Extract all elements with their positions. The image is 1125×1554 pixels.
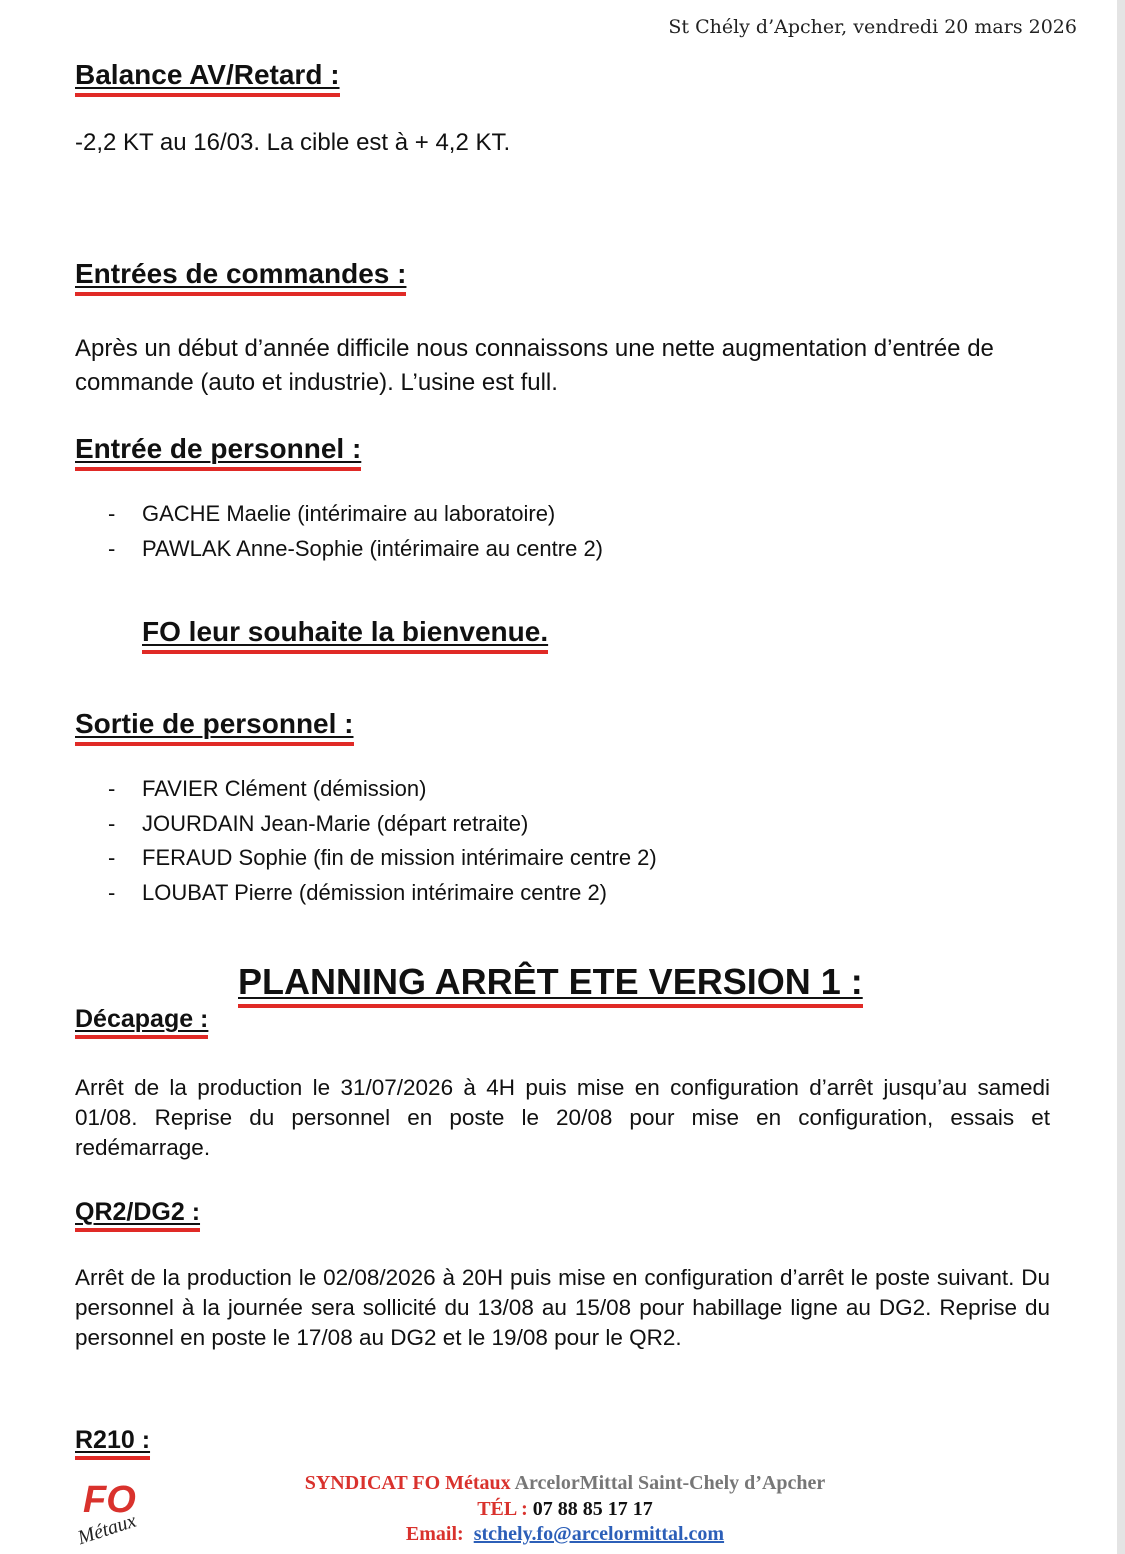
balance-text: -2,2 KT au 16/03. La cible est à + 4,2 KT. — [75, 129, 511, 156]
heading-balance: Balance AV/Retard : — [75, 58, 340, 97]
sortie-list — [75, 772, 657, 910]
decapage-text: Arrêt de la production le 31/07/2026 à 4H puis mise en configuration d’arrêt jusqu’au samedi 01/08. Reprise du personnel en poste le 20/08 pour mise en configuration, essais et redémarrage. — [75, 1075, 1050, 1160]
welcome-text: FO leur souhaite la bienvenue. — [142, 615, 548, 654]
heading-sortie-personnel: Sortie de personnel : — [75, 707, 354, 746]
list-item: - FAVIER Clément (démission) — [108, 776, 427, 801]
list-item: - PAWLAK Anne-Sophie (intérimaire au centre 2) — [108, 535, 604, 561]
heading-commandes: Entrées de commandes : — [75, 257, 406, 296]
email-link[interactable]: stchely.fo@arcelormittal.com — [473, 1523, 725, 1545]
svg-text:Métaux: Métaux — [75, 1509, 139, 1550]
qr2-text: Arrêt de la production le 02/08/2026 à 20H puis mise en configuration d’arrêt le poste suivant. Du personnel à la journée sera sollicité du 13/08 au 15/08 pour habillage ligne au DG2. Reprise du personnel en poste le 17/08 au DG2 et le 19/08 pour le QR2. — [75, 1265, 1050, 1350]
footer — [230, 1471, 900, 1548]
heading-entree-personnel: Entrée de personnel : — [75, 432, 361, 471]
footer-line-email: Email: stchely.fo@arcelormittal.com — [405, 1523, 725, 1545]
heading-r210: R210 : — [75, 1425, 150, 1460]
planning-title: PLANNING ARRÊT ETE VERSION 1 : — [238, 961, 863, 1008]
list-item: - LOUBAT Pierre (démission intérimaire centre 2) — [108, 879, 608, 905]
list-item: - FERAUD Sophie (fin de mission intérimaire centre 2) — [108, 845, 657, 870]
svg-text:FO: FO — [83, 1479, 136, 1521]
commandes-text: Après un début d’année difficile nous connaissons une nette augmentation d’entrée de commande (auto et industrie). L’usine est full. — [75, 335, 994, 396]
fo-metaux-logo — [75, 1470, 155, 1550]
page-edge — [1117, 0, 1125, 1554]
list-item: - JOURDAIN Jean-Marie (départ retraite) — [108, 810, 529, 836]
footer-line-tel: TÉL : 07 88 85 17 17 — [477, 1497, 653, 1520]
list-item: - GACHE Maelie (intérimaire au laboratoire) — [108, 501, 556, 526]
date-line: St Chély d’Apcher, vendredi 20 mars 2026 — [668, 16, 1077, 38]
footer-line-syndicat: SYNDICAT FO Métaux ArcelorMittal Saint-Chely d’Apcher — [304, 1472, 826, 1494]
entree-list — [75, 497, 603, 566]
heading-qr2-dg2: QR2/DG2 : — [75, 1197, 200, 1232]
heading-decapage: Décapage : — [75, 1004, 208, 1039]
